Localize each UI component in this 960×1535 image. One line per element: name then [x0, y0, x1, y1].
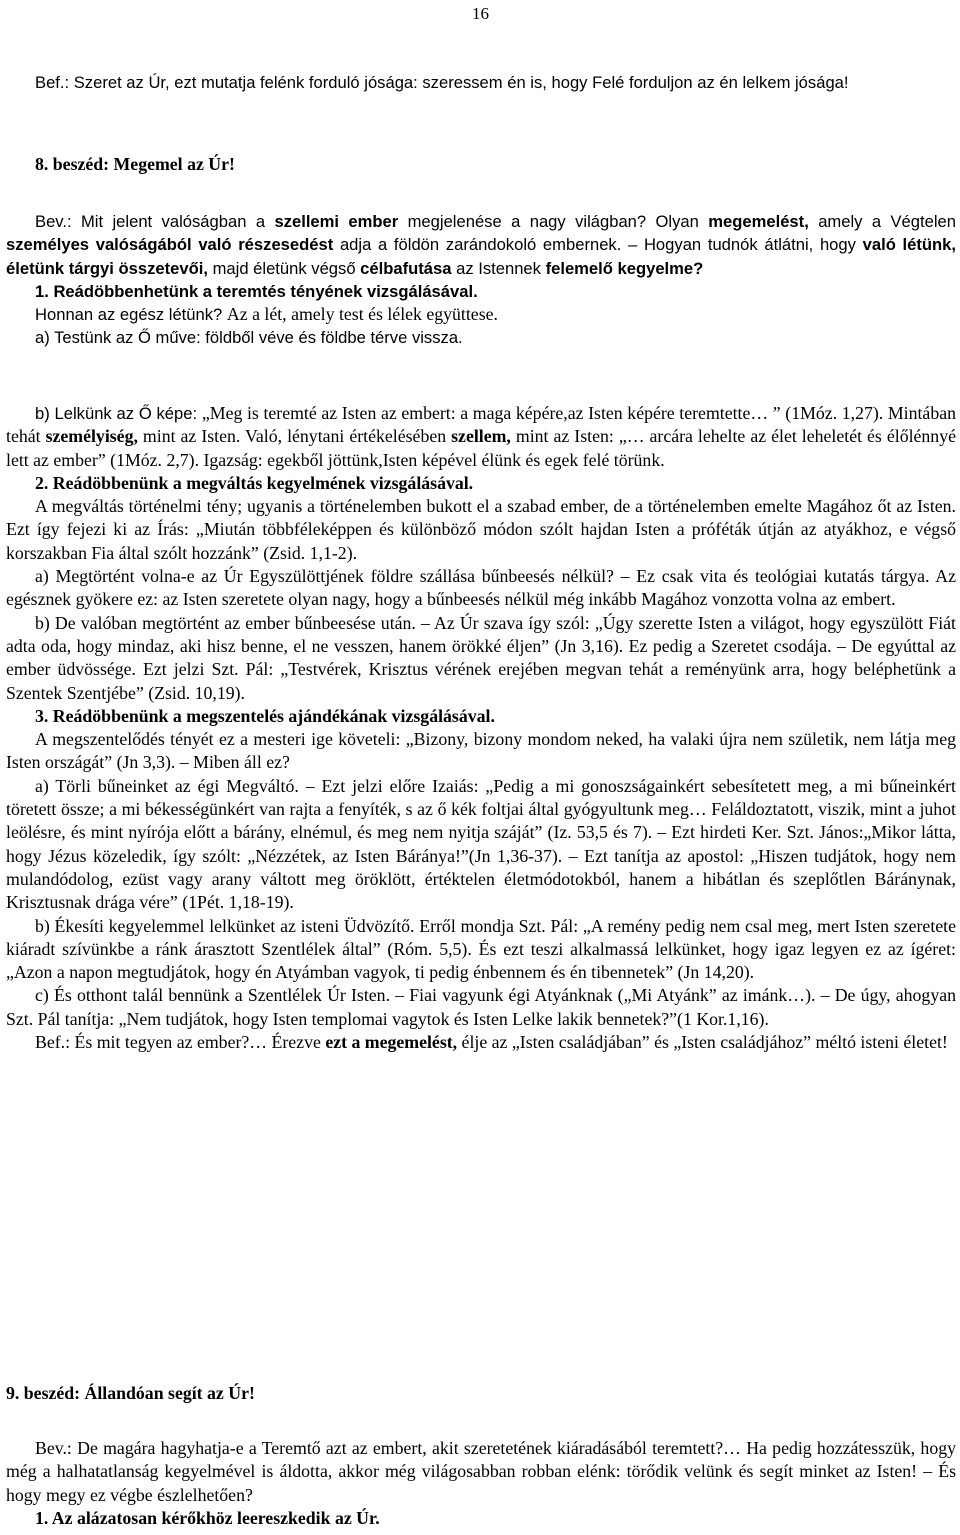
- point3-title: 3. Reádöbbenünk a megszentelés ajándékának vizsgálásával.: [35, 705, 495, 726]
- section8-bev: Bev.: Mit jelent valóságban a szellemi ember megjelenése a nagy világban? Olyan megemelést, amely a Végtelen személyes valóságából való részesedést adja a földön zarándokoló embernek. – Hogyan tudnók átlátni, hogy való létünk, életünk tárgyi összetevői, majd életünk végső célbafutása az Istennek felemelő kegyelme?: [6, 212, 956, 278]
- intro-paragraph: [6, 71, 956, 94]
- point2-b: b) De valóban megtörtént az ember bűnbeesése után. – Az Úr szava így szól: „Úgy szerette Isten a világot, hogy egyszülött Fiát adta oda, hogy mindaz, aki hisz benne, el ne vesszen, hanem örökké éljen” (Jn 3,16). Ez pedig a Szeretet csodája. – De egyúttal az ember üdvössége. Ezt jelzi Szt. Pál: „Testvérek, Krisztus vérének erejében megvan tehát a reményünk arra, hogy beléphetünk a Szentek Szentjébe” (Zsid. 10,19).: [6, 612, 956, 703]
- intro-text: Bef.: Szeret az Úr, ezt mutatja felénk forduló jósága: szeressem én is, hogy Felé forduljon az én lelkem jósága!: [35, 73, 849, 92]
- section9-heading: 9. beszéd: Állandóan segít az Úr!: [6, 1383, 255, 1403]
- point2-a: a) Megtörtént volna-e az Úr Egyszülöttjének földre szállása bűnbeesés nélkül? – Ez csak vita és teológiai kutatás tárgya. Az egésznek gyökere ez: az Isten szeretete olyan nagy, hogy a bűnbeesés nélkül még inkább Magához vonzotta volna az embert.: [6, 566, 956, 610]
- point1-title: 1. Reádöbbenhetünk a teremtés tényének vizsgálásával.: [35, 281, 478, 301]
- point3-main: A megszentelődés tényét ez a mesteri ige követeli: „Bizony, bizony mondom neked, ha valaki újra nem születik, nem látja meg Isten országát” (Jn 3,3). – Miben áll ez?: [6, 729, 956, 773]
- point2-title: 2. Reádöbbenünk a megváltás kegyelmének vizsgálásával.: [35, 472, 474, 493]
- point1-b: b) Lelkünk az Ő képe: „Meg is teremté az Isten az embert: a maga képére,az Isten képére teremtette… ” (1Móz. 1,27). Mintában tehát személyiség, mint az Isten. Való, lénytani értékelésében szellem, mint az Isten: „… arcára lehelte az élet leheletét és élőlénnyé lett az ember” (1Móz. 2,7). Igazság: egekből jöttünk,Isten képével élünk és egek felé törünk.: [6, 403, 956, 470]
- point2-main: A megváltás történelmi tény; ugyanis a történelemben bukott el a szabad ember, de a történelemben emelte Magához őt az Isten. Ezt így fejezi ki az Írás: „Miután többféleképpen és különböző módon szólt hajdan Isten a próféták útján az atyákhoz, e végső korszakban Fia által szólt hozzánk” (Zsid. 1,1-2).: [6, 496, 956, 563]
- section8-heading: 8. beszéd: Megemel az Úr!: [35, 154, 235, 174]
- section8-bev-block: [6, 210, 956, 350]
- point3-a: a) Törli bűneinket az égi Megváltó. – Ezt jelzi előre Izaiás: „Pedig a mi gonoszságainkért sebesítetett meg, a mi bűneinkért töretett össze; a mi békességünkért van rajta a fenyíték, s az ő kék foltjai által gyógyultunk meg… Feláldoztatott, viszik, mint a juhot leölésre, és mint nyírója előtt a bárány, elnémul, és meg nem nyitja száját” (Iz. 53,5 és 7). – Ezt hirdeti Ker. Szt. János:„Mikor látta, hogy Jézus közeledik, így szólt: „Nézzétek, az Isten Báránya!”(Jn 1,36-37). – Ezt tanítja az apostol: „Hiszen tudjátok, hogy nem mulandódolog, ezüst vagy arany váltott meg öröklött, értéktelen életmódotokból, hanem a hibátlan és szeplőtlen Báránynak, Krisztusnak drága vére” (1Pét. 1,18-19).: [6, 775, 956, 913]
- section9-bev: Bev.: De magára hagyhatja-e a Teremtő azt az embert, akit szeretetének kiáradásából teremtett?… Ha pedig hozzátesszük, hogy még a halhatatlanság kegyelmével is áldotta, akkor még világosabban robban elénk: törődik velünk és segít minket az Isten! – És hogy megy ez végbe észlelhetően?: [6, 1438, 956, 1505]
- point3-c: c) És otthont talál bennünk a Szentlélek Úr Isten. – Fiai vagyunk égi Atyánknak („Mi Atyánk” az imánk…). – De úgy, ahogyan Szt. Pál tanítja: „Nem tudjátok, hogy Isten templomai vagytok és Isten Lelke lakik bennetek?”(1 Kor.1,16).: [6, 985, 956, 1029]
- section8-heading-block: [6, 153, 956, 176]
- section9-body: [6, 1437, 956, 1530]
- point1-intro: Honnan az egész létünk? Az a lét, amely test és lélek együttese.: [35, 304, 498, 325]
- point3-b: b) Ékesíti kegyelemmel lelkünket az isteni Üdvözítő. Erről mondja Szt. Pál: „A remény pedig nem csal meg, mert Isten szeretete kiáradt szívünkbe a ránk árasztott Szentlélek által” (Róm. 5,5). És ezt teszi alkalmassá lelkünket, hogy igaz legyen ez az ígéret: „Azon a napon megtudjátok, hogy én Atyámban vagyok, ti pedig énbennem és én tibennetek” (Jn 14,20).: [6, 915, 956, 983]
- section9-point1-title: 1. Az alázatosan kérőkhöz leereszkedik az Úr.: [35, 1507, 380, 1528]
- section8-body: [6, 402, 956, 1054]
- section9-heading-block: [6, 1382, 956, 1405]
- section8-bef: Bef.: És mit tegyen az ember?… Érezve ezt a megemelést, élje az „Isten családjában” és „Isten családjához” méltó isteni életet!: [35, 1032, 948, 1053]
- point1-a: a) Testünk az Ő műve: földből véve és földbe térve vissza.: [35, 328, 463, 348]
- page-number: 16: [472, 4, 489, 23]
